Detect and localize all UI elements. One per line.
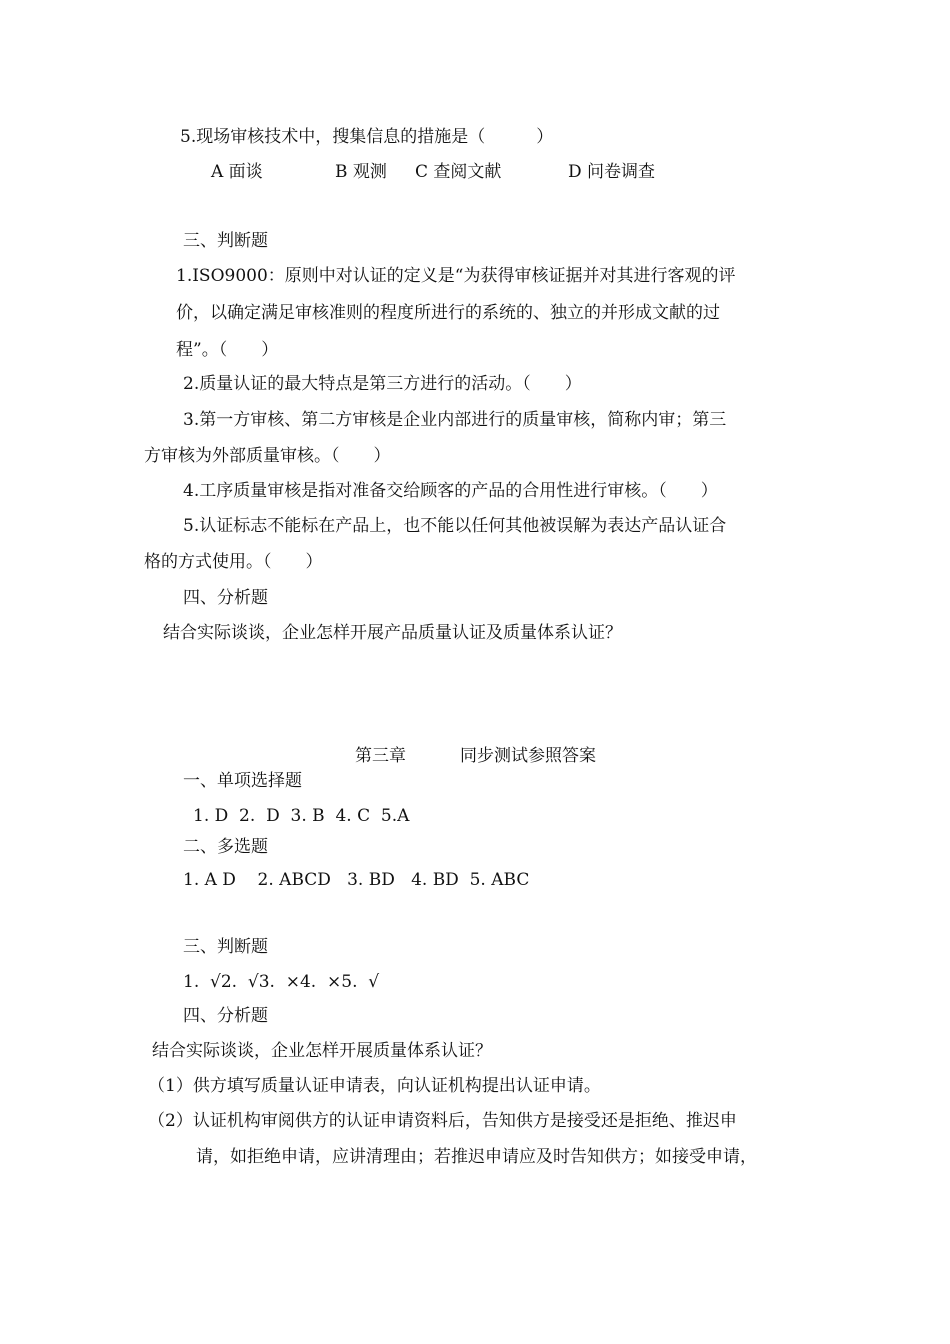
tf-5-line-2: 格的方式使用。（ ） — [144, 552, 323, 572]
answers-s1: 1. D 2. D 3. B 4. C 5.A — [193, 806, 410, 826]
option-a: A 面谈 — [211, 162, 263, 182]
option-d: D 问卷调查 — [568, 162, 656, 182]
tf-1-line-1: 1.ISO9000：原则中对认证的定义是“为获得审核证据并对其进行客观的评 — [176, 266, 736, 286]
section-4-heading: 四、分析题 — [183, 588, 268, 608]
option-c: C 查阅文献 — [415, 162, 502, 182]
tf-1-line-2: 价，以确定满足审核准则的程度所进行的系统的、独立的并形成文献的过 — [176, 303, 720, 323]
answers-s1-heading: 一、单项选择题 — [183, 771, 302, 791]
answers-para-1: （1）供方填写质量认证申请表，向认证机构提出认证申请。 — [148, 1076, 601, 1096]
option-b: B 观测 — [335, 162, 387, 182]
tf-2: 2.质量认证的最大特点是第三方进行的活动。（ ） — [183, 374, 582, 394]
answers-s4-question: 结合实际谈谈，企业怎样开展质量体系认证？ — [152, 1041, 492, 1061]
answers-para-2-line-2: 请，如拒绝申请，应讲清理由；若推迟申请应及时告知供方；如接受申请， — [196, 1147, 757, 1167]
tf-1-line-3: 程”。（ ） — [176, 340, 279, 360]
answers-chapter: 第三章 — [355, 746, 406, 766]
answers-title: 同步测试参照答案 — [460, 746, 596, 766]
tf-3-line-1: 3.第一方审核、第二方审核是企业内部进行的质量审核，简称内审；第三 — [183, 410, 727, 430]
answers-s2: 1. A D 2. ABCD 3. BD 4. BD 5. ABC — [183, 870, 530, 890]
question-5: 5.现场审核技术中，搜集信息的措施是（ ） — [180, 127, 554, 147]
tf-3-line-2: 方审核为外部质量审核。（ ） — [144, 446, 391, 466]
answers-s3-heading: 三、判断题 — [183, 937, 268, 957]
tf-4: 4.工序质量审核是指对准备交给顾客的产品的合用性进行审核。（ ） — [183, 481, 718, 501]
section-3-heading: 三、判断题 — [183, 231, 268, 251]
analysis-question: 结合实际谈谈，企业怎样开展产品质量认证及质量体系认证？ — [163, 623, 622, 643]
answers-s4-heading: 四、分析题 — [183, 1006, 268, 1026]
answers-para-2-line-1: （2）认证机构审阅供方的认证申请资料后，告知供方是接受还是拒绝、推迟申 — [148, 1111, 737, 1131]
answers-s2-heading: 二、多选题 — [183, 837, 268, 857]
answers-s3: 1. √2. √3. ×4. ×5. √ — [183, 972, 380, 992]
tf-5-line-1: 5.认证标志不能标在产品上，也不能以任何其他被误解为表达产品认证合 — [183, 516, 727, 536]
